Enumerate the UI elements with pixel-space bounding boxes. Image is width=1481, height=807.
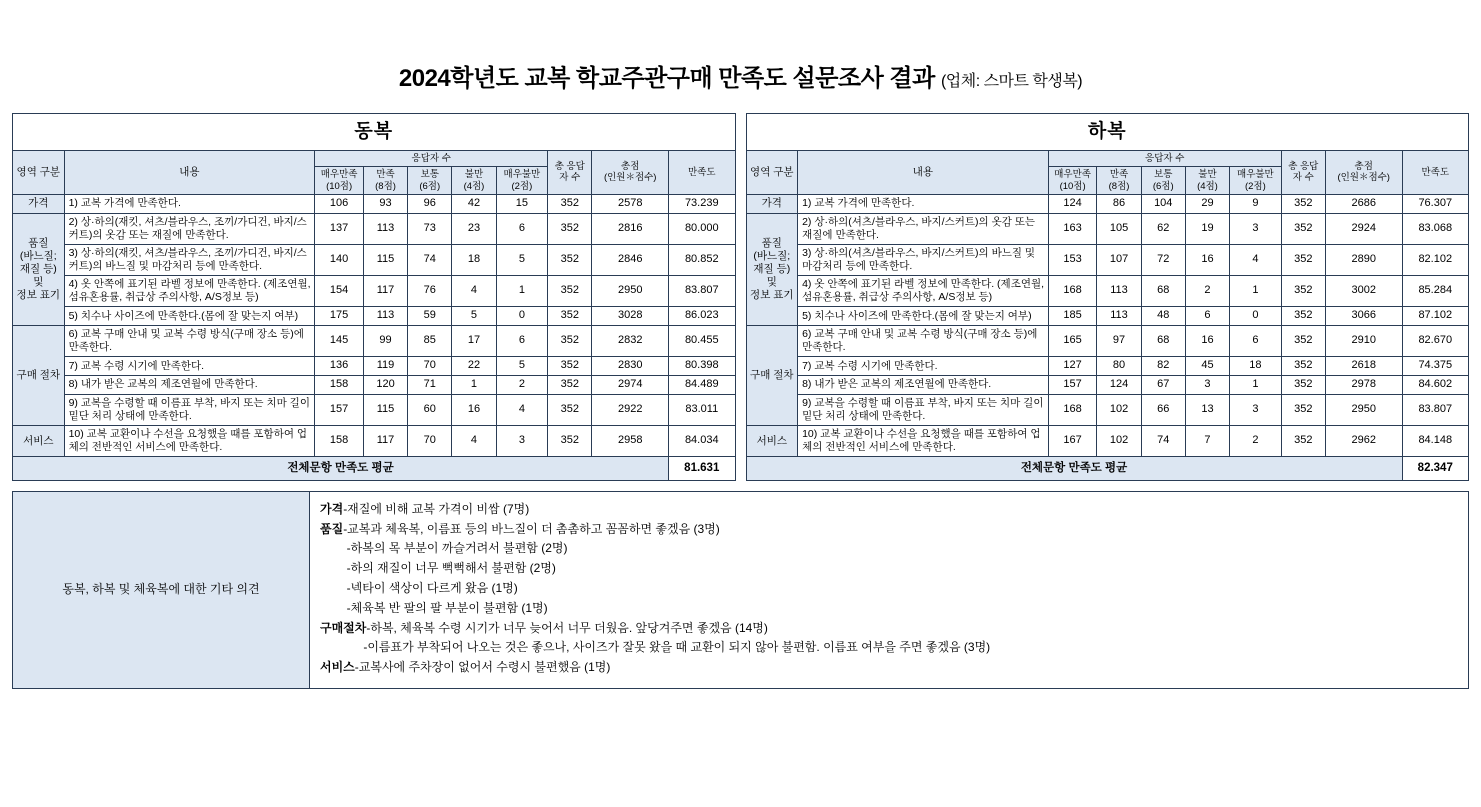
col-satisfied: 만족 (8점) <box>363 167 407 195</box>
summer-survey-table <box>746 113 1470 481</box>
row-cell-n: 82 <box>1141 357 1185 376</box>
row-question-text: 3) 상·하의(재킷, 셔츠/블라우스, 조끼/가디건, 바지/스커트)의 바느질 및 마감처리 등에 만족한다. <box>64 244 315 275</box>
row-cell-vu: 0 <box>496 307 548 326</box>
row-cell-vs: 153 <box>1048 244 1097 275</box>
table-row <box>746 244 1469 275</box>
row-cell-sat: 85.284 <box>1402 276 1468 307</box>
row-question-text: 9) 교복을 수령할 때 이름표 부착, 바지 또는 치마 길이 밑단 처리 상태에 만족한다. <box>798 394 1049 425</box>
row-cell-u: 4 <box>452 276 496 307</box>
page-title-sub: (업체: 스마트 학생복) <box>940 73 1083 90</box>
row-cell-total: 352 <box>548 426 592 457</box>
row-cell-n: 76 <box>408 276 452 307</box>
table-row <box>13 194 736 213</box>
row-cell-sat: 84.148 <box>1402 426 1468 457</box>
row-cell-s: 117 <box>363 426 407 457</box>
row-cell-total: 352 <box>548 357 592 376</box>
row-cell-score: 2974 <box>592 376 669 395</box>
row-question-text: 4) 옷 안쪽에 표기된 라벨 정보에 만족한다. (제조연월, 섬유혼용률, 취급상 주의사항, A/S정보 등) <box>64 276 315 307</box>
row-cell-s: 115 <box>363 394 407 425</box>
row-cell-vu: 4 <box>1230 244 1282 275</box>
table-row <box>13 307 736 326</box>
row-cell-n: 85 <box>408 326 452 357</box>
row-cell-s: 117 <box>363 276 407 307</box>
table-row <box>746 394 1469 425</box>
row-cell-s: 115 <box>363 244 407 275</box>
row-area-label: 품질 (바느질; 재질 등) 및 정보 표기 <box>13 213 65 326</box>
summer-table-block <box>746 113 1470 481</box>
row-cell-total: 352 <box>1281 426 1325 457</box>
row-cell-vs: 158 <box>315 426 364 457</box>
row-area-label: 가격 <box>13 194 65 213</box>
row-cell-vs: 168 <box>1048 276 1097 307</box>
summer-average-row <box>746 457 1469 480</box>
summer-table-body <box>746 194 1469 457</box>
opinion-line: 구매절차-하복, 체육복 수령 시기가 너무 늦어서 너무 더웠음. 앞당겨주면 좋겠음 (14명) <box>320 620 768 635</box>
row-cell-s: 97 <box>1097 326 1141 357</box>
row-cell-sat: 80.852 <box>669 244 735 275</box>
row-cell-s: 105 <box>1097 213 1141 244</box>
row-cell-vs: 140 <box>315 244 364 275</box>
row-cell-n: 48 <box>1141 307 1185 326</box>
row-cell-vu: 5 <box>496 244 548 275</box>
row-cell-s: 120 <box>363 376 407 395</box>
row-cell-vu: 6 <box>1230 326 1282 357</box>
summer-average-value: 82.347 <box>1402 457 1468 480</box>
row-cell-score: 2962 <box>1325 426 1402 457</box>
col-very-satisfied: 매우만족 (10점) <box>1048 167 1097 195</box>
row-cell-vu: 0 <box>1230 307 1282 326</box>
row-cell-vs: 145 <box>315 326 364 357</box>
row-cell-score: 2924 <box>1325 213 1402 244</box>
row-question-text: 2) 상·하의(셔츠/블라우스, 바지/스커트)의 옷감 또는 재질에 만족한다. <box>798 213 1049 244</box>
summer-season-title: 하복 <box>746 114 1469 151</box>
row-cell-vu: 9 <box>1230 194 1282 213</box>
row-cell-n: 73 <box>408 213 452 244</box>
col-very-unsatisfied: 매우불만 (2점) <box>496 167 548 195</box>
col-unsatisfied: 불만 (4점) <box>1185 167 1229 195</box>
row-cell-u: 13 <box>1185 394 1229 425</box>
col-total-respondents: 총 응답자 수 <box>548 150 592 194</box>
row-cell-vs: 157 <box>1048 376 1097 395</box>
row-cell-u: 45 <box>1185 357 1229 376</box>
row-question-text: 9) 교복을 수령할 때 이름표 부착, 바지 또는 치마 길이 밑단 처리 상태에 만족한다. <box>64 394 315 425</box>
row-cell-s: 102 <box>1097 426 1141 457</box>
row-cell-vu: 18 <box>1230 357 1282 376</box>
row-cell-u: 1 <box>452 376 496 395</box>
row-question-text: 8) 내가 받은 교복의 제조연월에 만족한다. <box>64 376 315 395</box>
col-unsatisfied: 불만 (4점) <box>452 167 496 195</box>
row-cell-vu: 2 <box>1230 426 1282 457</box>
row-cell-n: 66 <box>1141 394 1185 425</box>
row-question-text: 8) 내가 받은 교복의 제조연월에 만족한다. <box>798 376 1049 395</box>
row-cell-u: 16 <box>452 394 496 425</box>
row-question-text: 7) 교복 수령 시기에 만족한다. <box>798 357 1049 376</box>
row-cell-u: 7 <box>1185 426 1229 457</box>
winter-table-block <box>12 113 736 481</box>
opinion-line: -넥타이 색상이 다르게 왔음 (1명) <box>320 580 518 595</box>
row-cell-total: 352 <box>1281 276 1325 307</box>
table-row <box>13 376 736 395</box>
winter-season-title: 동복 <box>13 114 736 151</box>
row-cell-vu: 3 <box>496 426 548 457</box>
col-satisfaction: 만족도 <box>1402 150 1468 194</box>
row-cell-vs: 136 <box>315 357 364 376</box>
row-cell-vu: 1 <box>1230 376 1282 395</box>
row-cell-s: 93 <box>363 194 407 213</box>
row-cell-vs: 165 <box>1048 326 1097 357</box>
opinion-line: 가격-재질에 비해 교복 가격이 비쌈 (7명) <box>320 501 530 516</box>
row-area-label: 서비스 <box>746 426 798 457</box>
col-total-score: 총점 (인원＊점수) <box>1325 150 1402 194</box>
row-cell-n: 71 <box>408 376 452 395</box>
row-cell-vs: 185 <box>1048 307 1097 326</box>
row-cell-n: 68 <box>1141 276 1185 307</box>
row-cell-n: 60 <box>408 394 452 425</box>
winter-average-value: 81.631 <box>669 457 735 480</box>
row-cell-n: 70 <box>408 357 452 376</box>
row-cell-score: 2832 <box>592 326 669 357</box>
row-cell-u: 2 <box>1185 276 1229 307</box>
row-cell-n: 72 <box>1141 244 1185 275</box>
other-opinions-label: 동복, 하복 및 체육복에 대한 기타 의견 <box>13 491 310 688</box>
row-cell-vu: 6 <box>496 213 548 244</box>
row-question-text: 1) 교복 가격에 만족한다. <box>64 194 315 213</box>
row-cell-sat: 84.034 <box>669 426 735 457</box>
row-cell-vs: 168 <box>1048 394 1097 425</box>
row-cell-s: 102 <box>1097 394 1141 425</box>
row-cell-score: 3066 <box>1325 307 1402 326</box>
row-cell-s: 124 <box>1097 376 1141 395</box>
opinion-line: -이름표가 부착되어 나오는 것은 좋으나, 사이즈가 잘못 왔을 때 교환이 되지 않아 불편함. 이름표 여부을 주면 좋겠음 (3명) <box>320 640 991 655</box>
row-cell-total: 352 <box>1281 394 1325 425</box>
opinion-line: 서비스-교복사에 주차장이 없어서 수령시 불편했음 (1명) <box>320 660 611 675</box>
row-cell-sat: 80.000 <box>669 213 735 244</box>
row-cell-vs: 163 <box>1048 213 1097 244</box>
winter-table-body <box>13 194 736 457</box>
row-area-label: 구매 절차 <box>746 326 798 426</box>
row-area-label: 품질 (바느질; 재질 등) 및 정보 표기 <box>746 213 798 326</box>
row-cell-score: 2958 <box>592 426 669 457</box>
row-cell-score: 2950 <box>1325 394 1402 425</box>
row-cell-total: 352 <box>548 244 592 275</box>
row-cell-score: 3002 <box>1325 276 1402 307</box>
page-title-main: 2024학년도 교복 학교주관구매 만족도 설문조사 결과 <box>398 65 935 92</box>
row-cell-total: 352 <box>548 394 592 425</box>
row-cell-sat: 86.023 <box>669 307 735 326</box>
row-cell-u: 17 <box>452 326 496 357</box>
row-cell-s: 113 <box>363 213 407 244</box>
row-cell-score: 2830 <box>592 357 669 376</box>
row-cell-score: 2618 <box>1325 357 1402 376</box>
row-cell-u: 18 <box>452 244 496 275</box>
row-cell-sat: 83.068 <box>1402 213 1468 244</box>
row-cell-total: 352 <box>1281 194 1325 213</box>
row-cell-vu: 2 <box>496 376 548 395</box>
table-row <box>746 376 1469 395</box>
col-normal: 보통 (6점) <box>408 167 452 195</box>
row-question-text: 4) 옷 안쪽에 표기된 라벨 정보에 만족한다. (제조연월, 섬유혼용률, 취급상 주의사항, A/S정보 등) <box>798 276 1049 307</box>
row-cell-u: 29 <box>1185 194 1229 213</box>
col-total-score: 총점 (인원＊점수) <box>592 150 669 194</box>
table-row <box>13 213 736 244</box>
table-row <box>746 426 1469 457</box>
row-cell-s: 107 <box>1097 244 1141 275</box>
row-cell-u: 4 <box>452 426 496 457</box>
row-cell-vu: 4 <box>496 394 548 425</box>
col-normal: 보통 (6점) <box>1141 167 1185 195</box>
row-cell-vu: 15 <box>496 194 548 213</box>
row-cell-n: 104 <box>1141 194 1185 213</box>
row-cell-vu: 3 <box>1230 394 1282 425</box>
row-cell-s: 119 <box>363 357 407 376</box>
col-satisfied: 만족 (8점) <box>1097 167 1141 195</box>
table-row <box>746 307 1469 326</box>
winter-survey-table <box>12 113 736 481</box>
row-cell-sat: 84.602 <box>1402 376 1468 395</box>
col-very-satisfied: 매우만족 (10점) <box>315 167 364 195</box>
opinion-line: -하복의 목 부분이 까슬거려서 불편함 (2명) <box>320 541 568 556</box>
table-row <box>13 326 736 357</box>
row-question-text: 7) 교복 수령 시기에 만족한다. <box>64 357 315 376</box>
table-row <box>13 244 736 275</box>
row-cell-sat: 87.102 <box>1402 307 1468 326</box>
table-row <box>746 357 1469 376</box>
row-cell-sat: 83.807 <box>1402 394 1468 425</box>
row-cell-total: 352 <box>548 276 592 307</box>
row-question-text: 1) 교복 가격에 만족한다. <box>798 194 1049 213</box>
row-cell-vs: 154 <box>315 276 364 307</box>
row-cell-vu: 5 <box>496 357 548 376</box>
winter-average-label: 전체문항 만족도 평균 <box>13 457 669 480</box>
col-total-respondents: 총 응답자 수 <box>1281 150 1325 194</box>
row-question-text: 5) 치수나 사이즈에 만족한다.(몸에 잘 맞는지 여부) <box>64 307 315 326</box>
row-cell-vs: 127 <box>1048 357 1097 376</box>
row-cell-total: 352 <box>1281 357 1325 376</box>
row-question-text: 3) 상·하의(셔츠/블라우스, 바지/스커트)의 바느질 및 마감처리 등에 만족한다. <box>798 244 1049 275</box>
opinion-line: 품질-교복과 체육복, 이름표 등의 바느질이 더 촘촘하고 꼼꼼하면 좋겠음 (3명) <box>320 521 720 536</box>
row-question-text: 6) 교복 구매 안내 및 교복 수령 방식(구매 장소 등)에 만족한다. <box>798 326 1049 357</box>
row-cell-sat: 82.670 <box>1402 326 1468 357</box>
row-cell-n: 59 <box>408 307 452 326</box>
row-cell-vs: 158 <box>315 376 364 395</box>
row-area-label: 구매 절차 <box>13 326 65 426</box>
row-cell-u: 3 <box>1185 376 1229 395</box>
winter-average-row <box>13 457 736 480</box>
row-cell-n: 68 <box>1141 326 1185 357</box>
row-cell-sat: 80.455 <box>669 326 735 357</box>
col-satisfaction: 만족도 <box>669 150 735 194</box>
row-cell-u: 16 <box>1185 244 1229 275</box>
row-question-text: 10) 교복 교환이나 수선을 요청했을 때를 포함하여 업체의 전반적인 서비스에 만족한다. <box>64 426 315 457</box>
row-cell-sat: 73.239 <box>669 194 735 213</box>
row-cell-total: 352 <box>1281 307 1325 326</box>
row-cell-total: 352 <box>1281 244 1325 275</box>
row-cell-score: 2950 <box>592 276 669 307</box>
row-cell-sat: 83.807 <box>669 276 735 307</box>
page-title <box>0 0 1481 93</box>
row-cell-n: 62 <box>1141 213 1185 244</box>
row-cell-total: 352 <box>548 194 592 213</box>
row-cell-s: 86 <box>1097 194 1141 213</box>
table-row <box>13 276 736 307</box>
row-question-text: 6) 교복 구매 안내 및 교복 수령 방식(구매 장소 등)에 만족한다. <box>64 326 315 357</box>
row-cell-score: 3028 <box>592 307 669 326</box>
row-cell-u: 6 <box>1185 307 1229 326</box>
row-cell-total: 352 <box>548 376 592 395</box>
row-cell-vs: 175 <box>315 307 364 326</box>
row-cell-vu: 6 <box>496 326 548 357</box>
row-cell-n: 70 <box>408 426 452 457</box>
col-respondents-group: 응답자 수 <box>1048 150 1281 166</box>
row-cell-score: 2910 <box>1325 326 1402 357</box>
row-cell-u: 5 <box>452 307 496 326</box>
table-row <box>746 213 1469 244</box>
col-area: 영역 구분 <box>746 150 798 194</box>
row-cell-score: 2922 <box>592 394 669 425</box>
row-cell-n: 74 <box>408 244 452 275</box>
row-cell-n: 67 <box>1141 376 1185 395</box>
row-cell-s: 113 <box>1097 276 1141 307</box>
row-cell-sat: 74.375 <box>1402 357 1468 376</box>
row-cell-total: 352 <box>1281 376 1325 395</box>
row-cell-vs: 137 <box>315 213 364 244</box>
col-content: 내용 <box>798 150 1049 194</box>
row-cell-s: 99 <box>363 326 407 357</box>
table-row <box>746 276 1469 307</box>
row-cell-score: 2890 <box>1325 244 1402 275</box>
opinion-line: -체육복 반 팔의 팔 부분이 불편함 (1명) <box>320 600 548 615</box>
table-row <box>746 326 1469 357</box>
row-cell-score: 2816 <box>592 213 669 244</box>
row-cell-s: 80 <box>1097 357 1141 376</box>
col-very-unsatisfied: 매우불만 (2점) <box>1230 167 1282 195</box>
row-question-text: 2) 상·하의(재킷, 셔츠/블라우스, 조끼/가디건, 바지/스커트)의 옷감 또는 재질에 만족한다. <box>64 213 315 244</box>
row-cell-n: 96 <box>408 194 452 213</box>
row-question-text: 5) 치수나 사이즈에 만족한다.(몸에 잘 맞는지 여부) <box>798 307 1049 326</box>
survey-tables <box>0 93 1481 481</box>
row-cell-n: 74 <box>1141 426 1185 457</box>
table-row <box>13 426 736 457</box>
row-cell-score: 2686 <box>1325 194 1402 213</box>
row-area-label: 가격 <box>746 194 798 213</box>
row-cell-total: 352 <box>1281 326 1325 357</box>
col-content: 내용 <box>64 150 315 194</box>
row-cell-score: 2578 <box>592 194 669 213</box>
row-cell-vs: 157 <box>315 394 364 425</box>
row-cell-sat: 76.307 <box>1402 194 1468 213</box>
col-respondents-group: 응답자 수 <box>315 150 548 166</box>
row-cell-score: 2978 <box>1325 376 1402 395</box>
row-cell-u: 42 <box>452 194 496 213</box>
opinion-line: -하의 재질이 너무 뻑뻑해서 불편함 (2명) <box>320 561 556 576</box>
row-cell-sat: 83.011 <box>669 394 735 425</box>
row-cell-vu: 1 <box>1230 276 1282 307</box>
col-area: 영역 구분 <box>13 150 65 194</box>
row-cell-score: 2846 <box>592 244 669 275</box>
table-row <box>13 357 736 376</box>
row-area-label: 서비스 <box>13 426 65 457</box>
row-cell-u: 16 <box>1185 326 1229 357</box>
row-cell-vu: 3 <box>1230 213 1282 244</box>
row-cell-u: 22 <box>452 357 496 376</box>
row-cell-u: 23 <box>452 213 496 244</box>
table-row <box>746 194 1469 213</box>
row-cell-total: 352 <box>548 326 592 357</box>
row-cell-total: 352 <box>548 213 592 244</box>
row-cell-vs: 106 <box>315 194 364 213</box>
row-cell-total: 352 <box>548 307 592 326</box>
row-cell-total: 352 <box>1281 213 1325 244</box>
row-cell-u: 19 <box>1185 213 1229 244</box>
row-question-text: 10) 교복 교환이나 수선을 요청했을 때를 포함하여 업체의 전반적인 서비스에 만족한다. <box>798 426 1049 457</box>
row-cell-s: 113 <box>1097 307 1141 326</box>
row-cell-sat: 84.489 <box>669 376 735 395</box>
summer-average-label: 전체문항 만족도 평균 <box>746 457 1402 480</box>
row-cell-vs: 124 <box>1048 194 1097 213</box>
table-row <box>13 394 736 425</box>
row-cell-vs: 167 <box>1048 426 1097 457</box>
row-cell-vu: 1 <box>496 276 548 307</box>
row-cell-sat: 82.102 <box>1402 244 1468 275</box>
other-opinions-body <box>310 491 1469 688</box>
other-opinions-table <box>12 491 1469 689</box>
row-cell-s: 113 <box>363 307 407 326</box>
row-cell-sat: 80.398 <box>669 357 735 376</box>
